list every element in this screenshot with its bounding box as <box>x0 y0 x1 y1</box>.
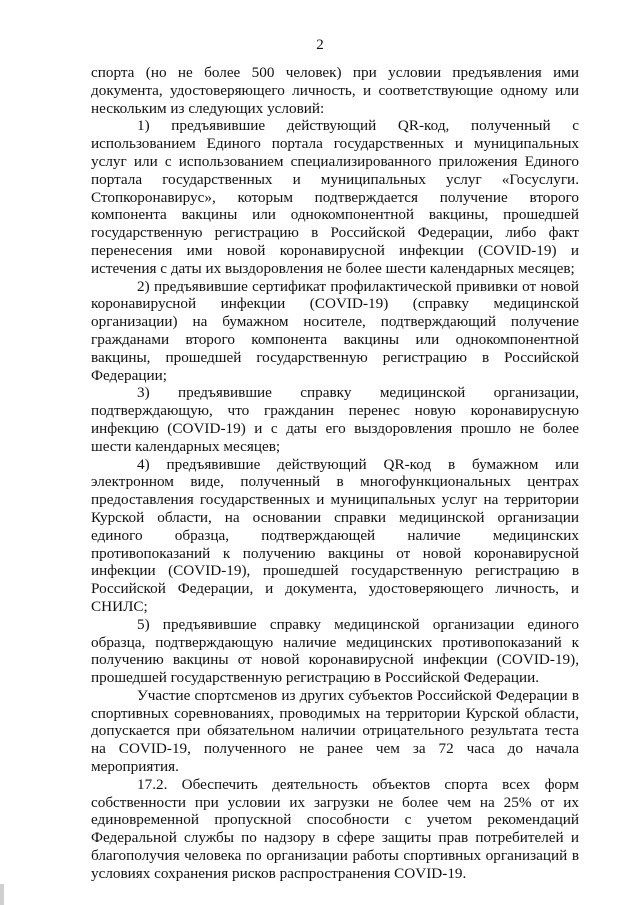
paragraph-condition-3: 3) предъявившие справку медицинской организации, подтверждающую, что гражданин перенес новую коронавирусную инфекцию (COVID-19) и с даты его выздоровления прошло не более шести календарных месяцев; <box>91 384 579 455</box>
paragraph-intro: спорта (но не более 500 человек) при условии предъявления ими документа, удостоверяющего личность, и соответствующие одному или нескольким из следующих условий: <box>91 64 579 117</box>
paragraph-condition-5: 5) предъявившие справку медицинской организации единого образца, подтверждающую наличие медицинских противопоказаний к получению вакцины от новой коронавирусной инфекции (COVID-19), прошедшей государственную регистрацию в Российской Федерации. <box>91 615 579 687</box>
paragraph-condition-1: 1) предъявившие действующий QR-код, полученный с использованием Единого портала государственных и муниципальных услуг или с использованием специализированного приложения Единого портала государственных и муниципальных услуг «Госуслуги. Стопкоронавирус», которым подтверждается получение второго компонента вакцины или однокомпонентной вакцины, прошедшей государственную регистрацию в Российской Федерации, либо факт перенесения ими новой коронавирусной инфекции (COVID-19) и истечения с даты их выздоровления не более шести календарных месяцев; <box>91 117 579 277</box>
paragraph-athletes: Участие спортсменов из других субъектов Российской Федерации в спортивных соревнованиях, проводимых на территории Курской области, допускается при обязательном наличии отрицательного результата теста на COVID-19, полученного не ранее чем за 72 часа до начала мероприятия. <box>91 686 579 776</box>
page-number: 2 <box>316 37 324 53</box>
paragraph-condition-2: 2) предъявившие сертификат профилактической прививки от новой коронавирусной инфекции (COVID-19) (справку медицинской организации) на бумажном носителе, подтверждающий получение гражданами второго компонента вакцины или однокомпонентной вакцины, прошедшей государственную регистрацию в Российской Федерации; <box>91 277 579 384</box>
paragraph-condition-4: 4) предъявившие действующий QR-код в бумажном или электронном виде, полученный в многофункциональных центрах предоставления государственных и муниципальных услуг на территории Курской области, на основании справки медицинской организации единого образца, подтверждающей наличие медицинских противопоказаний к получению вакцины от новой коронавирусной инфекции (COVID-19), прошедшей государственную регистрацию в Российской Федерации, и документа, удостоверяющего личность, и СНИЛС; <box>91 455 579 615</box>
body-text <box>91 64 579 883</box>
paragraph-17-2: 17.2. Обеспечить деятельность объектов спорта всех форм собственности при условии их загрузки не более чем на 25% от их единовременной пропускной способности с учетом рекомендаций Федеральной службы по надзору в сфере защиты прав потребителей и благополучия человека по организации работы спортивных организаций в условиях сохранения рисков распространения COVID-19. <box>91 775 579 882</box>
scan-edge-mark <box>0 884 4 905</box>
